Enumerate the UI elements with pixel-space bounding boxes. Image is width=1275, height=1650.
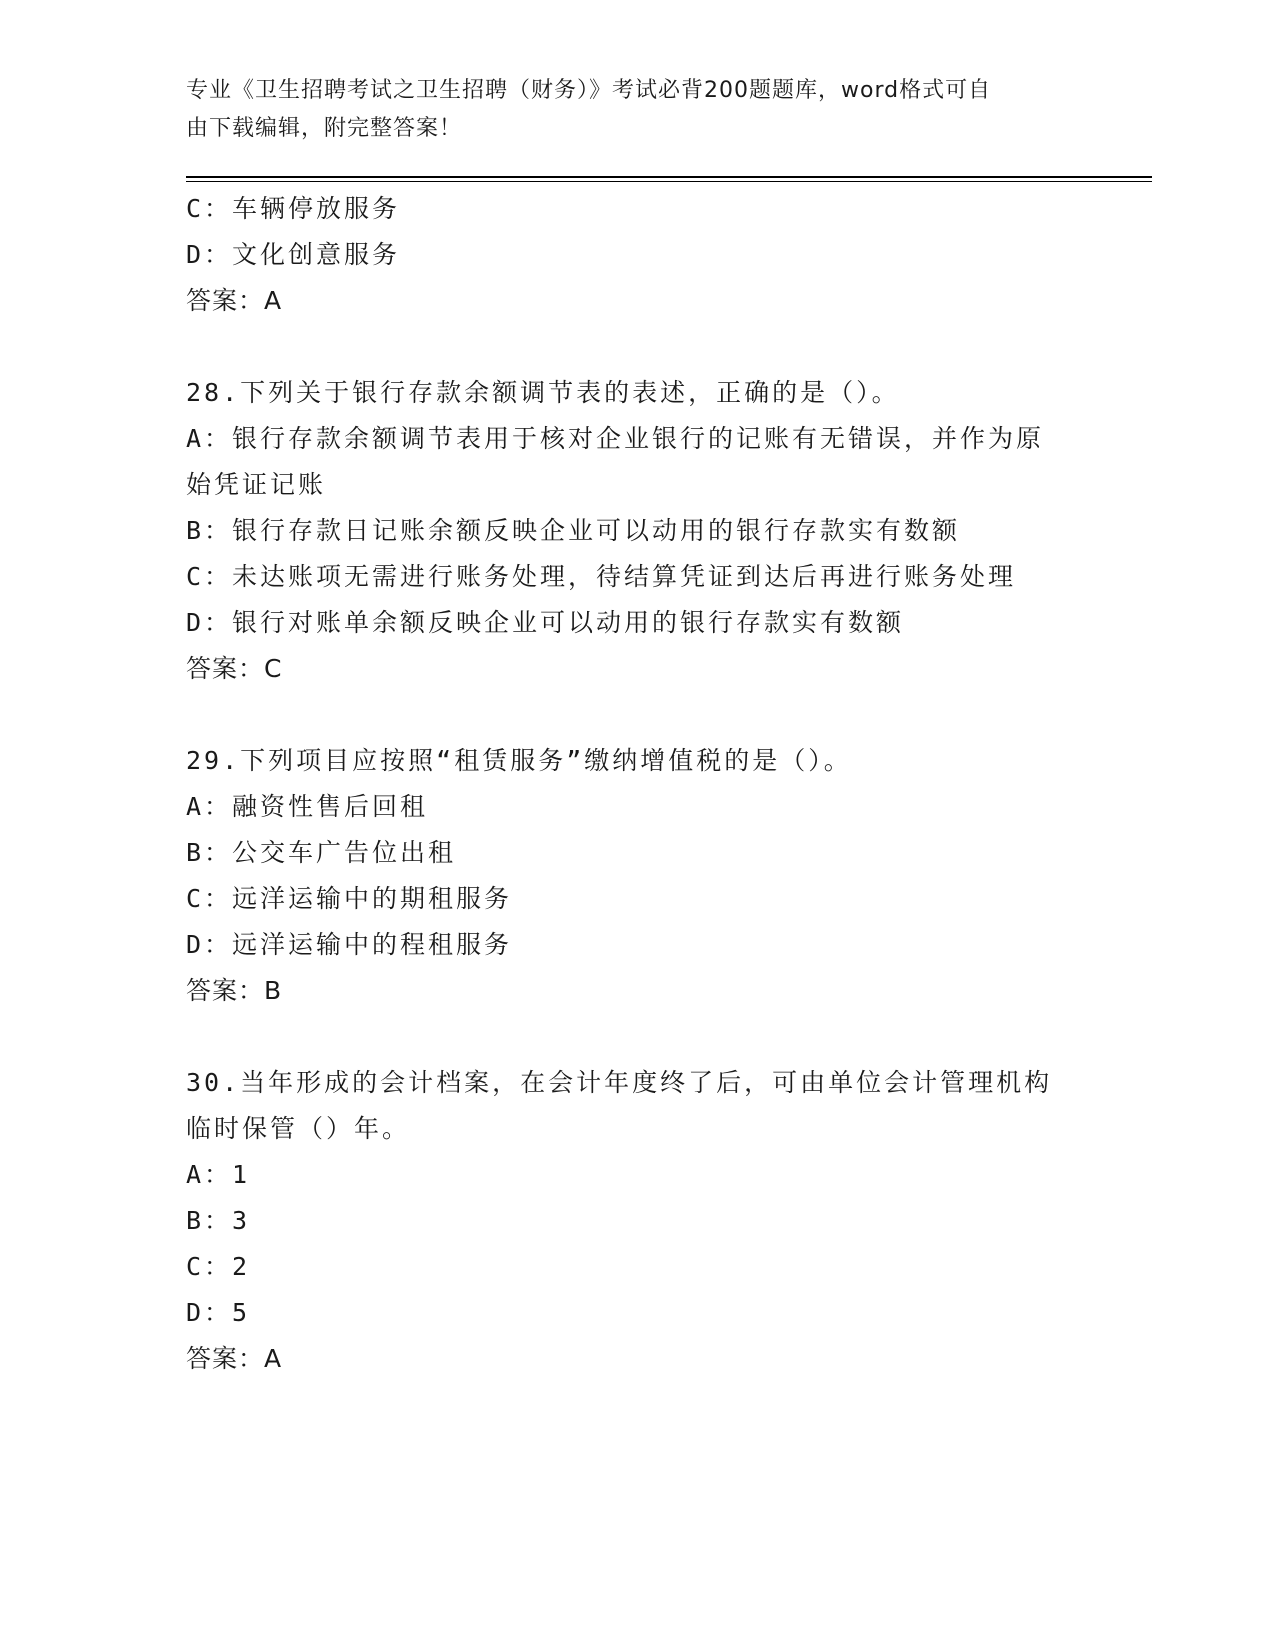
option-line: D：5 (186, 1298, 251, 1327)
answer-line: 答案：A (186, 286, 283, 315)
question-stem: 29.下列项目应按照“租赁服务”缴纳增值税的是（）。 (186, 746, 852, 775)
question-item (186, 1060, 1086, 1382)
option-line: C：远洋运输中的期租服务 (186, 884, 513, 913)
question-stem: 28.下列关于银行存款余额调节表的表述，正确的是（）。 (186, 378, 900, 407)
header-rule-thick (186, 176, 1152, 178)
question-stem-continued: 临时保管（）年。 (186, 1114, 411, 1143)
header-rule-thin (186, 181, 1152, 182)
document-header (186, 72, 1066, 148)
option-line: C：2 (186, 1252, 251, 1281)
answer-line: 答案：C (186, 654, 283, 683)
option-line: D：文化创意服务 (186, 240, 401, 269)
option-line: B：3 (186, 1206, 251, 1235)
header-line-2: 由下载编辑，附完整答案！ (186, 116, 463, 141)
option-line: C：车辆停放服务 (186, 194, 401, 223)
option-line: A：1 (186, 1160, 251, 1189)
question-item (186, 738, 1086, 1014)
header-line-1: 专业《卫生招聘考试之卫生招聘（财务）》考试必背200题题库，word格式可自 (186, 78, 992, 103)
option-line: A：融资性售后回租 (186, 792, 429, 821)
option-line: C：未达账项无需进行账务处理，待结算凭证到达后再进行账务处理 (186, 562, 1017, 591)
question-list (186, 186, 1086, 1382)
answer-line: 答案：A (186, 1344, 283, 1373)
option-line: D：远洋运输中的程租服务 (186, 930, 513, 959)
question-stem: 30.当年形成的会计档案，在会计年度终了后，可由单位会计管理机构 (186, 1068, 1053, 1097)
answer-line: 答案：B (186, 976, 283, 1005)
option-line-continued: 始凭证记账 (186, 470, 327, 499)
previous-question-tail (186, 186, 1086, 324)
question-item (186, 370, 1086, 692)
option-line: D：银行对账单余额反映企业可以动用的银行存款实有数额 (186, 608, 905, 637)
option-line: B：银行存款日记账余额反映企业可以动用的银行存款实有数额 (186, 516, 961, 545)
option-line: B：公交车广告位出租 (186, 838, 457, 867)
option-line: A：银行存款余额调节表用于核对企业银行的记账有无错误，并作为原 (186, 424, 1045, 453)
